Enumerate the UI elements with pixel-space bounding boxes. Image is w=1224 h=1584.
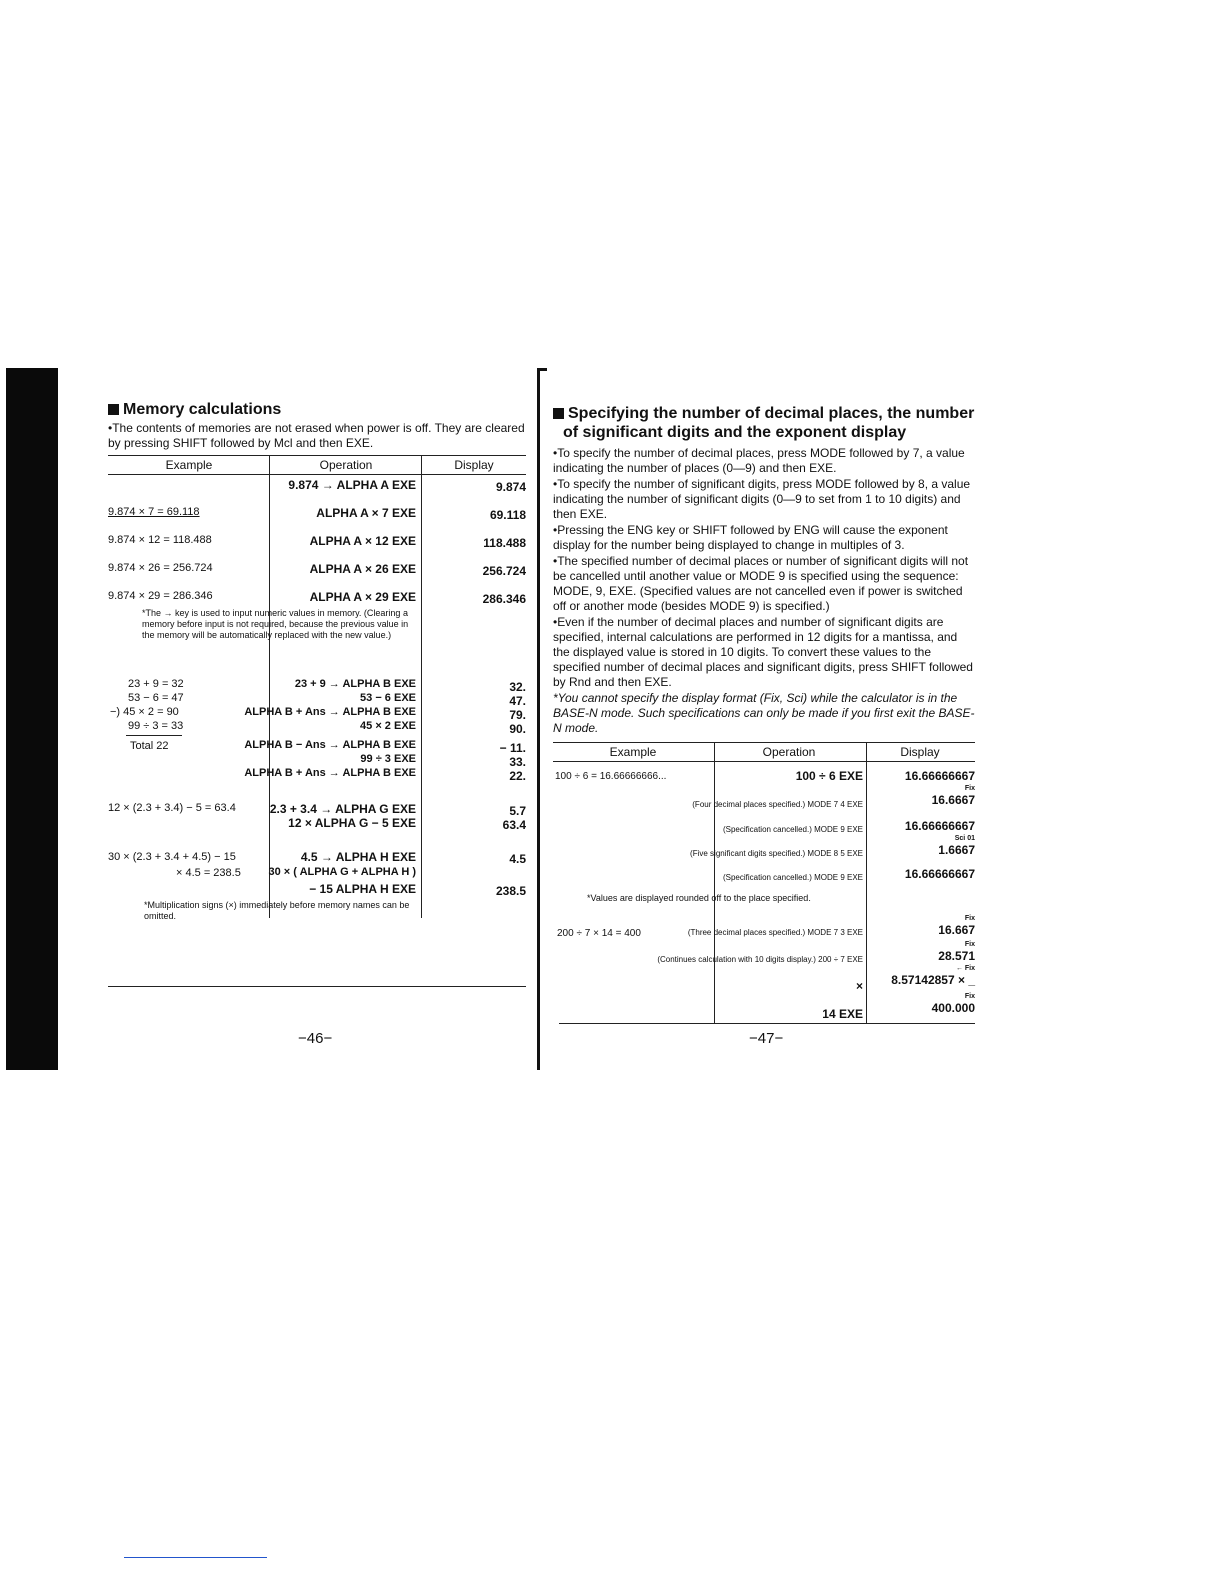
mode-tag: Fix <box>964 993 975 1000</box>
table-header <box>108 456 526 475</box>
page-number: −46− <box>298 1030 333 1047</box>
example-text: 30 × (2.3 + 3.4 + 4.5) − 15 <box>108 851 236 863</box>
table-divider <box>714 743 715 1023</box>
operation-keys: 23 + 9 → ALPHA B EXE <box>294 678 416 690</box>
table-bottom-rule <box>108 986 526 987</box>
display-value: Fix 400.000 <box>931 993 975 1015</box>
display-value: 90. <box>509 722 526 736</box>
example-text: −) 45 × 2 = 90 <box>110 706 179 718</box>
example-text: 200 ÷ 7 × 14 = 400 <box>557 928 641 939</box>
col-example: Example <box>609 745 657 759</box>
col-display: Display <box>454 458 494 472</box>
operation-keys: 30 × ( ALPHA G + ALPHA H ) <box>268 866 416 878</box>
display-value: Fix 16.667 <box>938 915 975 937</box>
scan-shadow-edge <box>6 368 58 1070</box>
operation-keys: ALPHA A × 26 EXE <box>309 562 416 576</box>
operation-keys: (Specification cancelled.) MODE 9 EXE <box>722 825 863 834</box>
display-value: 9.874 <box>495 480 526 494</box>
table-header <box>553 743 975 762</box>
operation-keys: 12 × ALPHA G − 5 EXE <box>288 816 416 830</box>
memory-input-note: *The → key is used to input numeric values in memory. (Clearing a memory before input is not required, because the previous value in the memory will be automatically replaced with the new value.) <box>142 608 409 640</box>
mode-tag: Sci 01 <box>954 835 975 842</box>
col-operation: Operation <box>319 458 373 472</box>
operation-keys: 100 ÷ 6 EXE <box>795 769 863 783</box>
display-value: 22. <box>509 769 526 783</box>
multiplication-note: *Multiplication signs (×) immediately before memory names can be omitted. <box>144 900 410 921</box>
display-value: 256.724 <box>482 564 526 578</box>
display-value: 16.66666667 <box>904 819 975 833</box>
example-text: 9.874 × 7 = 69.118 <box>108 506 200 518</box>
operation-keys: ALPHA B + Ans → ALPHA B EXE <box>244 767 416 779</box>
heading-square-icon <box>553 408 564 419</box>
mode-tag: Fix <box>964 785 975 792</box>
operation-keys: (Three decimal places specified.) MODE 7 3 EXE <box>687 928 863 937</box>
heading-square-icon <box>108 404 119 415</box>
example-text: 9.874 × 29 = 286.346 <box>108 590 213 602</box>
rounded-note: *Values are displayed rounded off to the place specified. <box>587 893 811 903</box>
operation-keys: (Continues calculation with 10 digits display.) 200 ÷ 7 EXE <box>657 955 863 964</box>
bullet-item: •To specify the number of significant digits, press MODE followed by 8, a value indicating the number of significant digits (0—9 to set from 1 to 10 digits) and then EXE. <box>553 477 971 521</box>
operation-keys: 45 × 2 EXE <box>360 720 416 732</box>
bullet-item: •To specify the number of decimal places, press MODE followed by 7, a value indicating the number of places (0—9) and then EXE. <box>553 446 965 475</box>
operation-keys: 4.5 → ALPHA H EXE <box>300 850 416 864</box>
format-table <box>553 742 975 1023</box>
display-value: 63.4 <box>502 818 526 832</box>
col-example: Example <box>165 458 213 472</box>
display-value: Sci 01 1.6667 <box>938 835 975 857</box>
book-spine <box>531 368 543 1070</box>
operation-keys: ALPHA A × 29 EXE <box>309 590 416 604</box>
page-47 <box>553 400 975 1047</box>
operation-keys: (Four decimal places specified.) MODE 7 4 EXE <box>692 800 863 809</box>
operation-keys: 9.874 → ALPHA A EXE <box>288 478 416 492</box>
mode-tag: Fix <box>964 941 975 948</box>
example-text: 100 ÷ 6 = 16.66666666... <box>555 771 667 782</box>
scan-artifact-line <box>124 1557 267 1558</box>
operation-keys: 99 ÷ 3 EXE <box>360 753 416 765</box>
display-value: 33. <box>509 755 526 769</box>
bullet-item: •Even if the number of decimal places and number of significant digits are specified, internal calculations are performed in 12 digits for a mantissa, and the displayed value is stored in 10 digits. To convert these values to the specified number of decimal places and significant digits, press SHIFT followed by Rnd and then EXE. <box>553 615 973 689</box>
operation-keys: 53 − 6 EXE <box>360 692 416 704</box>
mode-tag: ← Fix <box>955 965 975 972</box>
operation-keys: (Specification cancelled.) MODE 9 EXE <box>722 873 863 882</box>
bullet-item: •The specified number of decimal places or number of significant digits will not be cancelled until another value or MODE 9 is specified using the sequence: MODE, 9, EXE. (Specified values are not cancelled even if power is switched off or another mode (besides MODE 9) is specified.) <box>553 554 969 613</box>
display-value: ← Fix 8.57142857 × _ <box>891 965 975 987</box>
display-value: 118.488 <box>483 536 526 550</box>
format-heading-2: of significant digits and the exponent display <box>563 424 907 441</box>
operation-keys: 14 EXE <box>822 1007 863 1021</box>
example-text: 9.874 × 12 = 118.488 <box>108 534 212 546</box>
display-value: Fix 28.571 <box>938 941 975 963</box>
operation-keys: ALPHA A × 7 EXE <box>316 506 416 520</box>
display-value: 32. <box>509 680 526 694</box>
operation-keys: (Five significant digits specified.) MODE 8 5 EXE <box>690 849 863 858</box>
example-text: 12 × (2.3 + 3.4) − 5 = 63.4 <box>108 802 236 814</box>
col-operation: Operation <box>762 745 816 759</box>
table-bottom-rule <box>559 1023 975 1024</box>
mode-tag: Fix <box>964 915 975 922</box>
example-text: 99 ÷ 3 = 33 <box>128 720 184 732</box>
display-value: 238.5 <box>495 884 526 898</box>
display-value: 16.66666667 <box>904 867 975 881</box>
example-text: Total 22 <box>130 740 169 752</box>
sum-rule <box>126 735 182 736</box>
display-value: Fix 16.6667 <box>931 785 975 807</box>
display-value: 286.346 <box>482 592 526 606</box>
table-divider <box>421 456 422 918</box>
format-heading: Specifying the number of decimal places, the number <box>553 404 975 423</box>
example-text: 23 + 9 = 32 <box>128 678 184 690</box>
memory-heading: Memory calculations <box>108 400 526 419</box>
table-divider <box>866 743 867 1023</box>
col-display: Display <box>900 745 940 759</box>
operation-keys: ALPHA A × 12 EXE <box>309 534 416 548</box>
memory-table <box>108 455 526 921</box>
display-value: 16.66666667 <box>904 769 975 783</box>
table-divider <box>269 456 270 918</box>
memory-intro: •The contents of memories are not erased when power is off. They are cleared by pressing SHIFT followed by Mcl and then EXE. <box>108 421 525 450</box>
format-bullets <box>553 446 975 736</box>
operation-keys: × <box>855 979 863 993</box>
operation-keys: ALPHA B − Ans → ALPHA B EXE <box>244 739 416 751</box>
example-text: 53 − 6 = 47 <box>128 692 184 704</box>
bullet-item: •Pressing the ENG key or SHIFT followed by ENG will cause the exponent display for the number being displayed to change in multiples of 3. <box>553 523 948 552</box>
display-value: 47. <box>509 694 526 708</box>
page-number: −47− <box>749 1030 784 1047</box>
operation-keys: − 15 ALPHA H EXE <box>309 882 416 896</box>
page-46 <box>108 400 526 1047</box>
operation-keys: 2.3 + 3.4 → ALPHA G EXE <box>269 802 416 816</box>
example-text: 9.874 × 26 = 256.724 <box>108 562 213 574</box>
operation-keys: ALPHA B + Ans → ALPHA B EXE <box>244 706 416 718</box>
display-value: 69.118 <box>489 508 526 522</box>
display-value: 4.5 <box>509 852 526 866</box>
display-value: 79. <box>509 708 526 722</box>
example-text: × 4.5 = 238.5 <box>176 867 241 879</box>
display-value: − 11. <box>499 741 526 755</box>
display-value: 5.7 <box>509 804 526 818</box>
base-n-note: *You cannot specify the display format (Fix, Sci) while the calculator is in the BASE-N mode. Such specifications can only be made if you first exit the BASE-N mode. <box>553 691 975 735</box>
